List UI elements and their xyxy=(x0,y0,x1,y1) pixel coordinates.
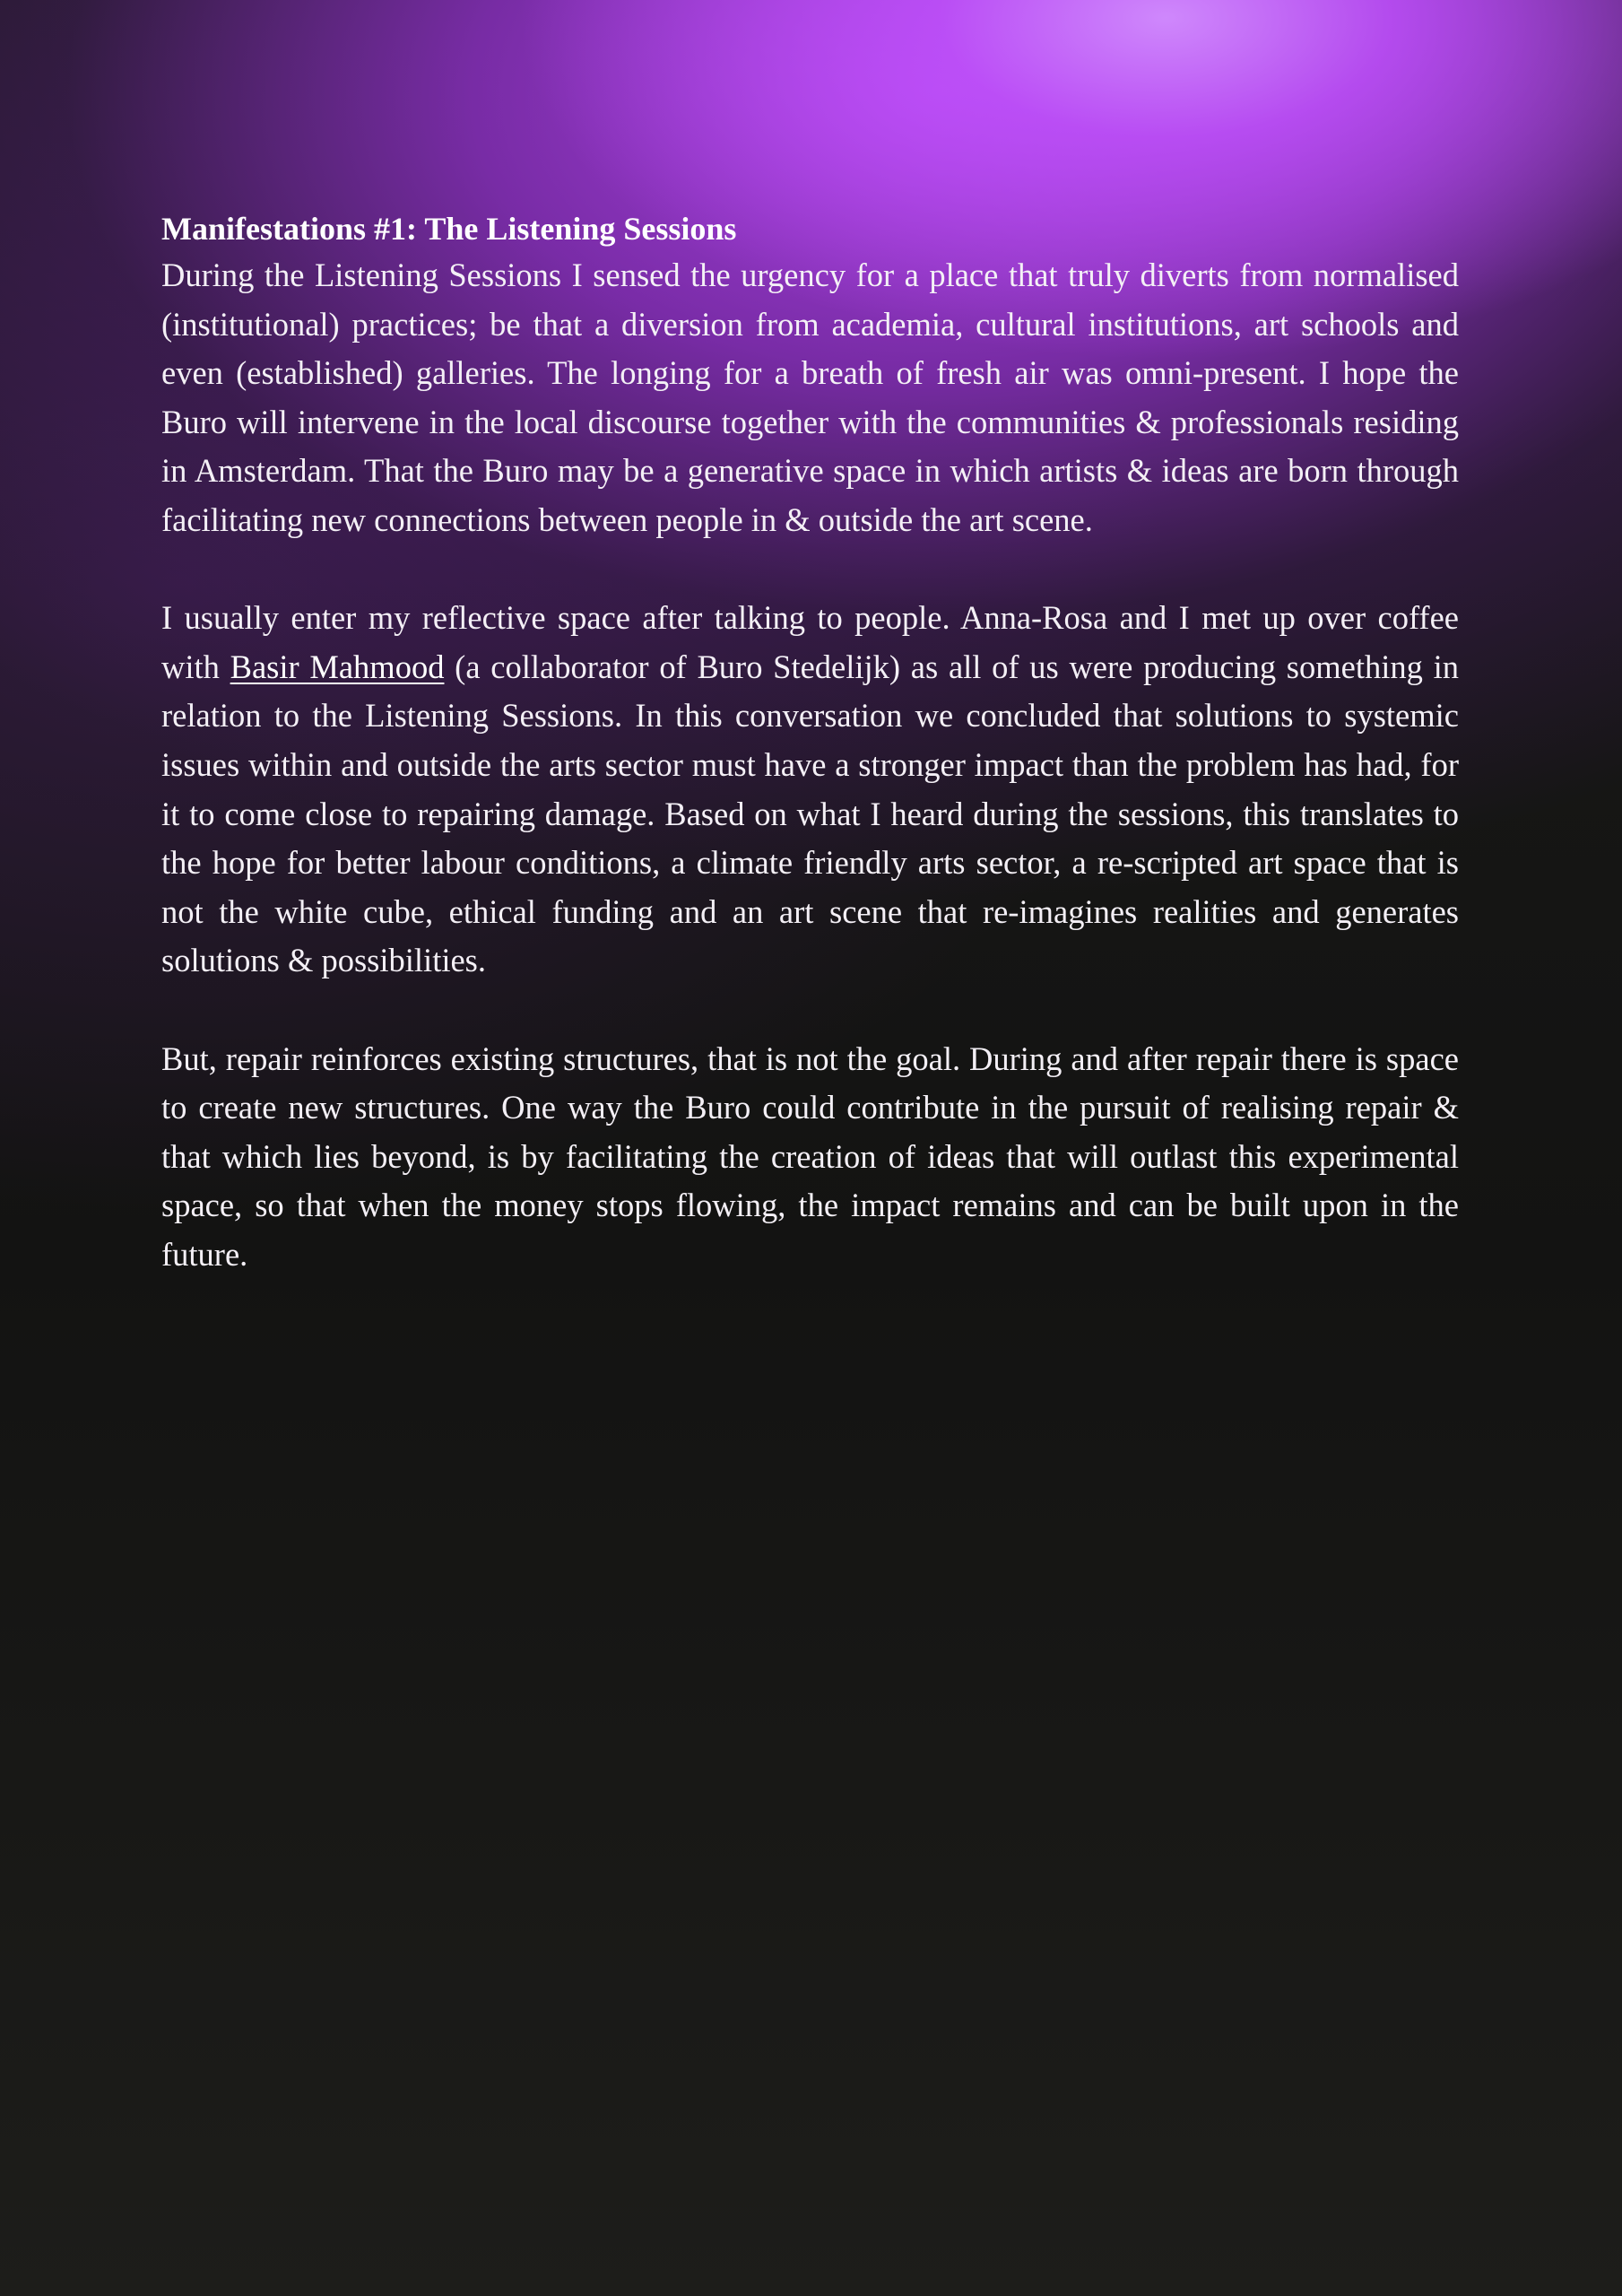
paragraph-2 xyxy=(161,594,1459,986)
paragraph-spacer xyxy=(161,545,1459,595)
paragraph-3: But, repair reinforces existing structures, that is not the goal. During and after repair there is space to create new structures. One way the Buro could contribute in the pursuit of realising repair & that which lies beyond, is by facilitating the creation of ideas that will outlast this experimental space, so that when the money stops flowing, the impact remains and can be built upon in the future. xyxy=(161,1039,1459,1273)
article xyxy=(161,206,1459,1279)
basir-mahmood-link[interactable]: Basir Mahmood xyxy=(230,648,445,685)
paragraph-spacer xyxy=(161,986,1459,1035)
paragraph-1: During the Listening Sessions I sensed the urgency for a place that truly diverts from normalised (institutional) practices; be that a diversion from academia, cultural institutions, art schools and even (established) galleries. The longing for a breath of fresh air was omni-present. I hope the Buro will intervene in the local discourse together with the communities & professionals residing in Amsterdam. That the Buro may be a generative space in which artists & ideas are born through facilitating new connections between people in & outside the art scene. xyxy=(161,257,1459,538)
article-title: Manifestations #1: The Listening Sessions xyxy=(161,211,737,247)
paragraph-2-body: (a collaborator of Buro Stedelijk) as all of us were producing something in relation to the Listening Sessions. In this conversation we concluded that solutions to systemic issues within and outside the arts sector must have a stronger impact than the problem has had, for it to come close to repairing damage. Based on what I heard during the sessions, this translates to the hope for better labour conditions, a climate friendly arts sector, a re-scripted art space that is not the white cube, ethical funding and an art scene that re-imagines realities and generates solutions & possibilities. xyxy=(161,648,1460,979)
paragraph-2-intro: I usually enter my reflective space after talking to people. Anna-Rosa and I met up over coffee with xyxy=(161,599,1459,685)
